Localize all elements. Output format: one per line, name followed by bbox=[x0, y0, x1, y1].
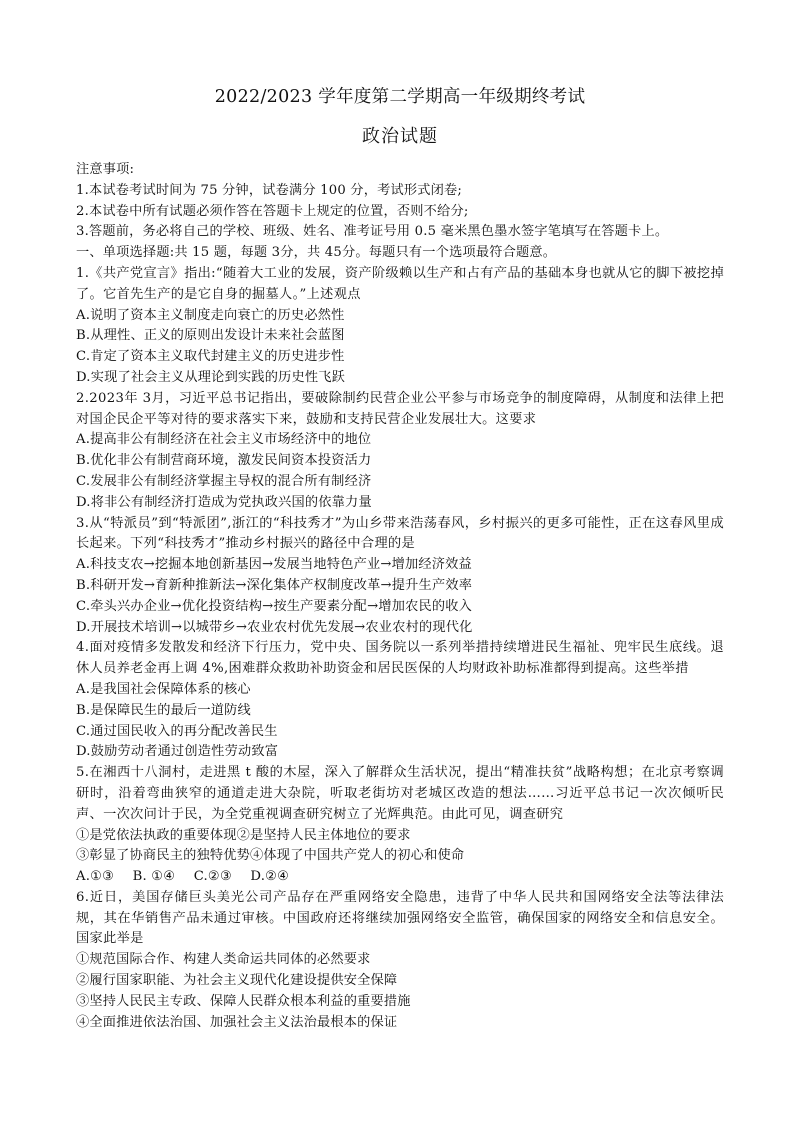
statement-line: ③坚持人民民主专政、保障人民群众根本利益的重要措施 bbox=[76, 993, 411, 1009]
question-2 bbox=[76, 389, 724, 514]
option-b: B.是保障民生的最后一道防线 bbox=[76, 702, 251, 718]
option-a: A.科技支农→挖掘本地创新基因→发展当地特色产业→增加经济效益 bbox=[76, 557, 472, 573]
option-c: C.通过国民收入的再分配改善民生 bbox=[76, 723, 278, 739]
exam-title: 2022/2023 学年度第二学期高一年级期终考试 bbox=[214, 87, 586, 107]
option-b: B.从理性、正义的原则出发设计未来社会蓝图 bbox=[76, 328, 345, 344]
question-4 bbox=[76, 638, 724, 763]
question-stem: 1.《共产党宣言》指出:“随着大工业的发展，资产阶级赖以生产和占有产品的基础本身也就从它的脚下被挖掉了。它首先生产的是它自身的掘墓人。”上述观点 bbox=[76, 265, 724, 302]
question-stem: 6.近日，美国存储巨头美光公司产品存在严重网络安全隐患，违背了中华人民共和国网络安全法等法律法规，其在华销售产品未通过审核。中国政府还将继续加强网络安全监管，确保国家的网络安全和信息安全。国家此举是 bbox=[76, 889, 724, 947]
option-c: C.牵头兴办企业→优化投资结构→按生产要素分配→增加农民的收入 bbox=[76, 598, 473, 614]
option-b: B.优化非公有制营商环境，激发民间资本投资活力 bbox=[76, 453, 372, 469]
option-a: A.提高非公有制经济在社会主义市场经济中的地位 bbox=[76, 432, 372, 448]
option-c: C.②③ bbox=[193, 869, 232, 885]
statement-line: ④全面推进依法治国、加强社会主义法治最根本的保证 bbox=[76, 1014, 398, 1030]
statement-line: ①规范国际合作、构建人类命运共同体的必然要求 bbox=[76, 952, 371, 968]
option-c: C.发展非公有制经济掌握主导权的混合所有制经济 bbox=[76, 473, 372, 489]
option-c: C.肯定了资本主义取代封建主义的历史进步性 bbox=[76, 349, 345, 365]
option-a: A.说明了资本主义制度走向衰亡的历史必然性 bbox=[76, 307, 345, 323]
question-1 bbox=[76, 264, 724, 389]
option-d: D.②④ bbox=[250, 869, 290, 885]
statement-line: ①是党依法执政的重要体现②是坚持人民主体地位的要求 bbox=[76, 827, 411, 843]
question-6 bbox=[76, 888, 724, 1034]
exam-subtitle: 政治试题 bbox=[362, 126, 438, 147]
option-d: D.鼓励劳动者通过创造性劳动致富 bbox=[76, 744, 279, 760]
option-b: B. ①④ bbox=[132, 869, 176, 885]
note-item: 2.本试卷中所有试题必须作答在答题卡上规定的位置，否则不给分; bbox=[76, 203, 469, 219]
answer-options bbox=[76, 867, 724, 888]
statement-line: ③彰显了协商民主的独特优势④体现了中国共产党人的初心和使命 bbox=[76, 848, 465, 864]
question-stem: 4.面对疫情多发散发和经济下行压力，党中央、国务院以一系列举措持续增进民生福祉、兜牢民生底线。退休人员养老金再上调 4%,困难群众救助补助资金和居民医保的人均财政补助标准都得到提高。这些举措 bbox=[76, 640, 724, 677]
question-5 bbox=[76, 763, 724, 888]
option-d: D.开展技术培训→以城带乡→农业农村优先发展→农业农村的现代化 bbox=[76, 619, 473, 635]
question-stem: 3.从“特派员”到“特派团”,浙江的“科技秀才”为山乡带来浩荡春风，乡村振兴的更多可能性，正在这春风里成长起来。下列“科技秀才”推动乡村振兴的路径中合理的是 bbox=[76, 515, 724, 552]
question-stem: 2.2023年 3月，习近平总书记指出，要破除制约民营企业公平参与市场竞争的制度障碍，从制度和法律上把对国企民企平等对待的要求落实下来，鼓励和支持民营企业发展壮大。这要求 bbox=[76, 390, 724, 427]
option-d: D.将非公有制经济打造成为党执政兴国的依靠力量 bbox=[76, 494, 372, 510]
section-heading: 一、单项选择题:共 15 题，每题 3分，共 45分。每题只有一个选项最符合题意。 bbox=[76, 245, 557, 261]
option-d: D.实现了社会主义从理论到实践的历史性飞跃 bbox=[76, 369, 346, 385]
option-a: A.是我国社会保障体系的核心 bbox=[76, 681, 251, 697]
question-stem: 5.在湘西十八洞村，走进黑 t 酸的木屋，深入了解群众生活状况，提出“精准扶贫”战略构想；在北京考察调研时，沿着弯曲狭窄的通道走进大杂院，听取老街坊对老城区改造的想法……习近平总书记一次次倾听民声、一次次问计于民，为全党重视调查研究树立了光辉典范。由此可见，调查研究 bbox=[76, 765, 724, 822]
option-a: A.①③ bbox=[76, 869, 115, 885]
question-3 bbox=[76, 514, 724, 639]
option-b: B.科研开发→育新种推新法→深化集体产权制度改革→提升生产效率 bbox=[76, 577, 473, 593]
note-item: 1.本试卷考试时间为 75 分钟，试卷满分 100 分，考试形式闭卷; bbox=[76, 182, 463, 198]
note-item: 3.答题前，务必将自己的学校、班级、姓名、准考证号用 0.5 毫米黑色墨水签字笔填写在答题卡上。 bbox=[76, 224, 669, 240]
notes-heading: 注意事项: bbox=[76, 162, 135, 177]
statement-line: ②履行国家职能、为社会主义现代化建设提供安全保障 bbox=[76, 973, 398, 989]
